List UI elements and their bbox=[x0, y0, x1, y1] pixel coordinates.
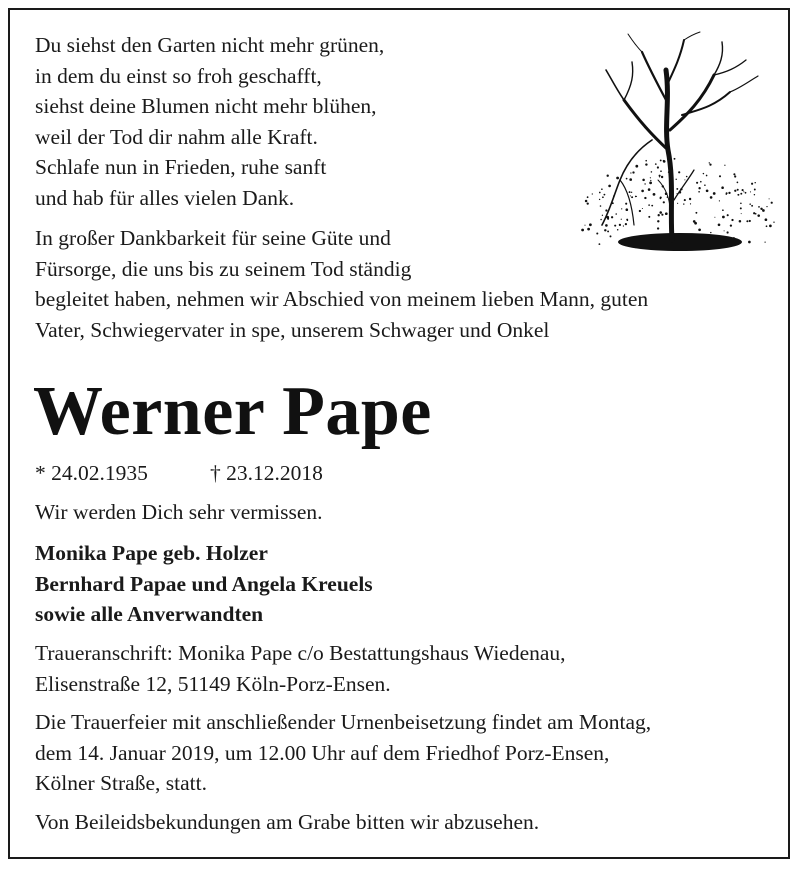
speckle-dot bbox=[741, 213, 742, 214]
speckle-dot bbox=[605, 209, 607, 211]
speckle-dot bbox=[771, 202, 773, 204]
speckle-dot bbox=[630, 195, 631, 196]
speckle-dot bbox=[587, 196, 589, 198]
intro-text bbox=[35, 223, 648, 345]
speckle-dot bbox=[748, 241, 751, 244]
speckle-dot bbox=[709, 163, 711, 165]
speckle-dot bbox=[762, 209, 765, 212]
speckle-dot bbox=[689, 198, 691, 200]
speckle-dot bbox=[660, 159, 662, 161]
speckle-dot bbox=[632, 171, 634, 173]
farewell-line: Wir werden Dich sehr vermissen. bbox=[35, 500, 323, 524]
speckle-dot bbox=[684, 179, 685, 180]
speckle-dot bbox=[713, 192, 716, 195]
speckle-dot bbox=[644, 197, 646, 199]
speckle-dot bbox=[721, 186, 724, 189]
poem-line: siehst deine Blumen nicht mehr blühen, bbox=[35, 94, 377, 118]
speckle-dot bbox=[650, 180, 651, 181]
intro-line: Fürsorge, die uns bis zu seinem Tod ständig bbox=[35, 256, 412, 281]
speckle-dot bbox=[607, 175, 609, 177]
speckle-dot bbox=[737, 189, 739, 191]
speckle-dot bbox=[602, 196, 604, 198]
poem bbox=[35, 30, 384, 213]
speckle-dot bbox=[709, 162, 710, 163]
speckle-dot bbox=[649, 182, 652, 185]
speckle-dot bbox=[737, 194, 739, 196]
poem-line: Du siehst den Garten nicht mehr grünen, bbox=[35, 33, 385, 57]
speckle-dot bbox=[657, 220, 659, 222]
speckle-dot bbox=[657, 166, 659, 168]
speckle-dot bbox=[754, 189, 756, 191]
speckle-dot bbox=[737, 182, 739, 184]
speckle-dot bbox=[740, 207, 742, 209]
speckle-dot bbox=[700, 181, 702, 183]
speckle-dot bbox=[714, 217, 715, 218]
speckle-dot bbox=[600, 219, 602, 221]
speckle-dot bbox=[690, 203, 691, 204]
speckle-dot bbox=[693, 220, 696, 223]
speckle-dot bbox=[675, 179, 676, 180]
speckle-dot bbox=[676, 188, 678, 190]
speckle-dot bbox=[766, 206, 767, 207]
speckle-dot bbox=[631, 192, 632, 193]
speckle-dot bbox=[661, 176, 663, 178]
speckle-dot bbox=[703, 173, 704, 174]
speckle-dot bbox=[754, 194, 755, 195]
service-line: Kölner Straße, statt. bbox=[35, 771, 207, 795]
speckle-dot bbox=[659, 211, 662, 214]
speckle-dot bbox=[722, 209, 724, 211]
mourner-name: Monika Pape geb. Holzer bbox=[35, 541, 268, 565]
speckle-dot bbox=[599, 199, 600, 200]
speckle-dot bbox=[773, 222, 774, 223]
speckle-dot bbox=[648, 216, 650, 218]
speckle-dot bbox=[661, 214, 663, 216]
speckle-dot bbox=[600, 205, 602, 207]
deceased-name: Werner Pape bbox=[33, 373, 432, 450]
speckle-dot bbox=[601, 188, 603, 190]
intro-line: Vater, Schwiegervater in spe, unserem Schwager und Onkel bbox=[35, 317, 550, 342]
poem-line: Schlafe nun in Frieden, ruhe sanft bbox=[35, 155, 327, 179]
condolence-note: Von Beileidsbekundungen am Grabe bitten wir abzusehen. bbox=[35, 810, 540, 834]
service-line: Die Trauerfeier mit anschließender Urnenbeisetzung findet am Montag, bbox=[35, 710, 652, 734]
service-line: dem 14. Januar 2019, um 12.00 Uhr auf dem Friedhof Porz-Ensen, bbox=[35, 740, 610, 765]
poem-line: und hab für alles vielen Dank. bbox=[35, 185, 295, 210]
speckle-dot bbox=[749, 203, 751, 205]
speckle-dot bbox=[753, 212, 755, 214]
speckle-dot bbox=[718, 223, 721, 226]
speckle-dot bbox=[706, 175, 708, 177]
speckle-dot bbox=[642, 208, 643, 209]
speckle-dot bbox=[645, 160, 647, 162]
speckle-dot bbox=[626, 178, 628, 180]
speckle-dot bbox=[657, 227, 659, 229]
speckle-dot bbox=[621, 208, 622, 209]
death-date: † 23.12.2018 bbox=[210, 461, 323, 485]
speckle-dot bbox=[615, 213, 617, 215]
speckle-dot bbox=[592, 193, 593, 194]
speckle-dot bbox=[765, 218, 768, 221]
speckle-dot bbox=[734, 175, 736, 177]
speckle-dot bbox=[641, 190, 644, 193]
speckle-dot bbox=[587, 202, 589, 204]
speckle-dot bbox=[626, 219, 628, 221]
speckle-dot bbox=[684, 199, 686, 201]
speckle-dot bbox=[719, 175, 721, 177]
speckle-dot bbox=[602, 215, 603, 216]
speckle-dot bbox=[663, 201, 665, 203]
speckle-dot bbox=[695, 212, 697, 214]
speckle-dot bbox=[644, 183, 645, 184]
speckle-dot bbox=[625, 203, 627, 205]
speckle-dot bbox=[750, 191, 751, 192]
speckle-dot bbox=[698, 228, 701, 231]
speckle-dot bbox=[642, 179, 645, 182]
speckle-dot bbox=[650, 177, 651, 178]
speckle-dot bbox=[746, 220, 748, 222]
speckle-dot bbox=[677, 203, 678, 204]
speckle-dot bbox=[698, 187, 700, 189]
speckle-dot bbox=[706, 189, 709, 192]
speckle-dot bbox=[730, 224, 732, 226]
speckle-dot bbox=[724, 230, 725, 231]
mourning-address bbox=[35, 638, 566, 699]
speckle-dot bbox=[745, 192, 747, 194]
speckle-dot bbox=[585, 200, 588, 203]
poem-line: in dem du einst so froh geschafft, bbox=[35, 63, 322, 88]
speckle-dot bbox=[626, 208, 629, 211]
speckle-dot bbox=[665, 212, 668, 215]
speckle-dot bbox=[611, 216, 613, 218]
speckle-dot bbox=[764, 241, 765, 242]
speckle-dot bbox=[710, 232, 711, 233]
speckle-dot bbox=[631, 196, 633, 198]
speckle-dot bbox=[683, 203, 684, 204]
speckle-dot bbox=[751, 183, 753, 185]
speckle-dot bbox=[663, 160, 665, 162]
speckle-dot bbox=[696, 182, 698, 184]
mourner-name: sowie alle Anverwandten bbox=[35, 602, 264, 626]
speckle-dot bbox=[727, 231, 729, 233]
speckle-dot bbox=[742, 189, 744, 191]
speckle-dot bbox=[629, 178, 632, 181]
speckle-dot bbox=[698, 191, 700, 193]
speckle-dot bbox=[740, 203, 742, 205]
speckle-dot bbox=[710, 196, 713, 199]
mourner-name: Bernhard Papae und Angela Kreuels bbox=[35, 571, 373, 596]
speckle-dot bbox=[651, 171, 653, 173]
speckle-dot bbox=[660, 170, 662, 172]
speckle-dot bbox=[629, 191, 631, 193]
address-line: Traueranschrift: Monika Pape c/o Bestattungshaus Wiedenau, bbox=[35, 641, 566, 665]
speckle-dot bbox=[674, 158, 676, 160]
speckle-dot bbox=[740, 193, 742, 195]
speckle-dot bbox=[728, 192, 730, 194]
speckle-dot bbox=[727, 214, 729, 216]
funeral-service-info bbox=[35, 707, 651, 799]
speckle-dot bbox=[766, 225, 768, 227]
speckle-dot bbox=[743, 191, 744, 192]
speckle-dot bbox=[660, 197, 662, 199]
speckle-dot bbox=[734, 190, 736, 192]
obituary-frame bbox=[8, 8, 790, 859]
speckle-dot bbox=[769, 198, 770, 199]
speckle-dot bbox=[616, 177, 619, 180]
mourners-list bbox=[35, 538, 373, 630]
speckle-dot bbox=[655, 163, 657, 165]
speckle-dot bbox=[749, 220, 751, 222]
speckle-dot bbox=[645, 163, 647, 165]
speckle-dot bbox=[719, 200, 720, 201]
speckle-dot bbox=[608, 185, 611, 188]
tree-branches bbox=[602, 32, 758, 240]
poem-line: weil der Tod dir nahm alle Kraft. bbox=[35, 124, 318, 149]
speckle-dot bbox=[635, 196, 637, 198]
speckle-dot bbox=[599, 192, 601, 194]
speckle-dot bbox=[658, 214, 660, 216]
speckle-dot bbox=[648, 188, 651, 191]
speckle-dot bbox=[630, 172, 631, 173]
speckle-dot bbox=[757, 214, 760, 217]
speckle-dot bbox=[739, 220, 742, 223]
speckle-dot bbox=[686, 176, 688, 178]
speckle-dot bbox=[653, 193, 656, 196]
speckle-dot bbox=[648, 204, 650, 206]
address-line: Elisenstraße 12, 51149 Köln-Porz-Ensen. bbox=[35, 671, 391, 696]
birth-date: * 24.02.1935 bbox=[35, 461, 148, 485]
speckle-dot bbox=[751, 205, 753, 207]
speckle-dot bbox=[724, 165, 725, 166]
intro-line: begleitet haben, nehmen wir Abschied von meinem lieben Mann, guten bbox=[35, 287, 649, 311]
speckle-dot bbox=[733, 173, 735, 175]
speckle-dot bbox=[754, 182, 755, 183]
speckle-dot bbox=[758, 206, 760, 208]
speckle-dot bbox=[731, 219, 733, 221]
speckle-dot bbox=[704, 184, 706, 186]
speckle-dot bbox=[769, 225, 772, 228]
speckle-dot bbox=[635, 165, 638, 168]
speckle-dot bbox=[722, 216, 725, 219]
speckle-dot bbox=[639, 210, 641, 212]
speckle-dot bbox=[659, 175, 661, 177]
speckle-dot bbox=[621, 219, 622, 220]
speckle-dot bbox=[678, 171, 680, 173]
speckle-dot bbox=[604, 194, 606, 196]
intro-line: In großer Dankbarkeit für seine Güte und bbox=[35, 226, 391, 250]
speckle-dot bbox=[726, 193, 727, 194]
speckle-dot bbox=[651, 205, 653, 207]
